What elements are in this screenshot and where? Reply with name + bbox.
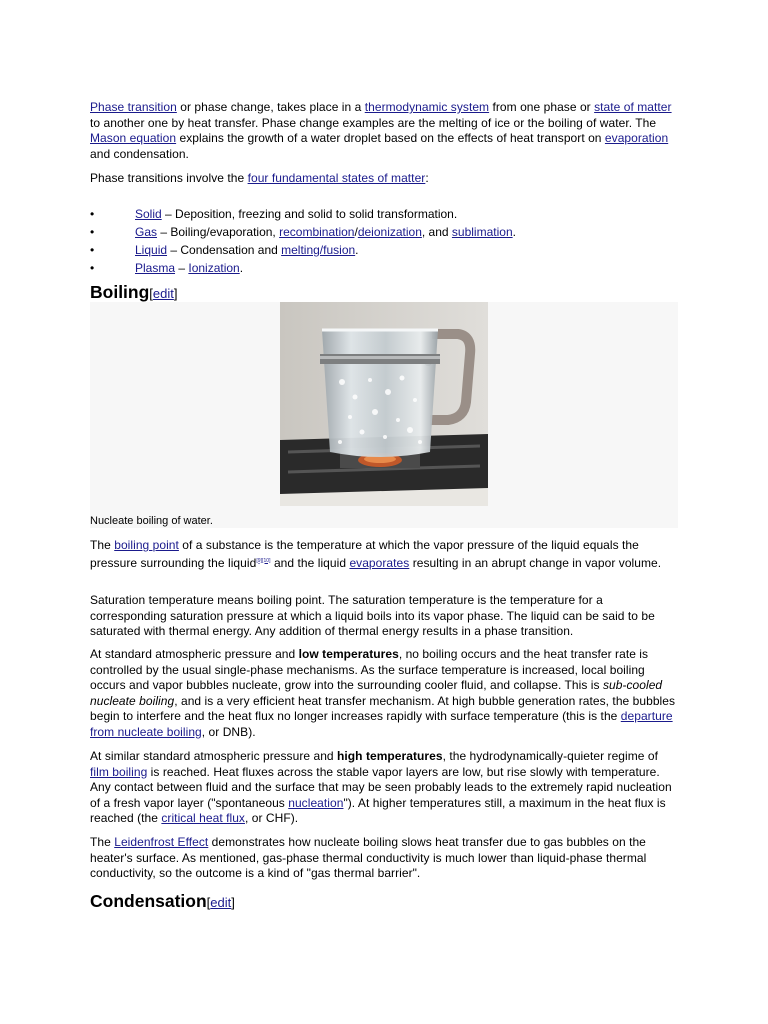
reference-link[interactable]: [9][10]	[256, 557, 271, 564]
link-ionization[interactable]: Ionization	[188, 261, 240, 275]
link-state-of-matter[interactable]: state of matter	[594, 100, 672, 114]
edit-link[interactable]: edit	[152, 286, 174, 301]
section-heading-boiling: Boiling[edit]	[90, 282, 178, 302]
boiling-point-paragraph: The boiling point of a substance is the temperature at which the vapor pressure of the liquid equals the pressure surrounding the liquid[9][10] and the liquid evaporates resulting in an abrupt change in vapor volume.	[90, 538, 662, 570]
link-liquid[interactable]: Liquid	[135, 243, 168, 257]
link-leidenfrost-effect[interactable]: Leidenfrost Effect	[114, 835, 209, 849]
nucleate-boiling-photo	[280, 302, 488, 506]
states-intro-paragraph: Phase transitions involve the four fundamental states of matter:	[90, 171, 429, 185]
bullet-marker: •	[90, 261, 95, 275]
list-item-solid: • Solid – Deposition, freezing and solid to solid transformation.	[90, 207, 458, 221]
list-item-plasma: • Plasma – Ionization.	[90, 261, 244, 275]
link-boiling-point[interactable]: boiling point	[114, 538, 179, 552]
link-deionization[interactable]: deionization	[357, 225, 422, 239]
list-item-liquid: • Liquid – Condensation and melting/fusion.	[90, 243, 359, 257]
figure-caption: Nucleate boiling of water.	[90, 515, 213, 527]
list-item-gas: • Gas – Boiling/evaporation, recombination/deionization, and sublimation.	[90, 225, 516, 239]
link-recombination[interactable]: recombination	[279, 225, 355, 239]
link-thermodynamic-system[interactable]: thermodynamic system	[364, 100, 490, 114]
bullet-marker: •	[90, 225, 95, 239]
link-critical-heat-flux[interactable]: critical heat flux	[161, 811, 245, 825]
bullet-marker: •	[90, 207, 95, 221]
link-melting-fusion[interactable]: melting/fusion	[281, 243, 356, 257]
saturation-paragraph: Saturation temperature means boiling point. The saturation temperature is the temperature for a corresponding saturation pressure at which a liquid boils into its vapor phase. The liquid can be said to be saturated with thermal energy. Any addition of thermal energy results in a phase transition.	[90, 593, 655, 638]
link-gas[interactable]: Gas	[135, 225, 158, 239]
link-four-states[interactable]: four fundamental states of matter	[247, 171, 426, 185]
link-evaporation[interactable]: evaporation	[604, 131, 669, 145]
link-film-boiling[interactable]: film boiling	[90, 764, 148, 779]
link-plasma[interactable]: Plasma	[135, 261, 176, 275]
states-list	[90, 205, 678, 277]
high-temperature-paragraph: At similar standard atmospheric pressure and high temperatures, the hydrodynamically-quieter regime of film boiling is reached. Heat fluxes across the stable vapor layers are low, but rise slowly with temperature. Any contact between fluid and the surface that may be seen probably leads to the extremely rapid nucleation of a fresh vapor layer ("spontaneous nucleation"). At higher temperatures still, a maximum in the heat flux is reached (the critical heat flux, or CHF).	[90, 749, 672, 825]
bullet-marker: •	[90, 243, 95, 257]
figure	[90, 302, 678, 528]
leidenfrost-paragraph: The Leidenfrost Effect demonstrates how nucleate boiling slows heat transfer due to gas bubbles on the heater's surface. As mentioned, gas-phase thermal conductivity is much lower than liquid-phase thermal conductivity, so the outcome is a kind of "gas thermal barrier".	[90, 835, 647, 880]
intro-paragraph: Phase transition or phase change, takes place in a thermodynamic system from one phase or state of matter to another one by heat transfer. Phase change examples are the melting of ice or the boiling of water. The Mason equation explains the growth of a water droplet based on the effects of heat transport on evaporation and condensation.	[90, 100, 672, 161]
link-mason-equation[interactable]: Mason equation	[90, 131, 177, 145]
link-evaporates[interactable]: evaporates	[349, 555, 410, 570]
edit-link[interactable]: edit	[210, 895, 232, 910]
link-phase-transition[interactable]: Phase transition	[90, 100, 177, 114]
section-heading-condensation: Condensation[edit]	[90, 891, 235, 911]
link-sublimation[interactable]: sublimation	[451, 225, 513, 239]
low-temperature-paragraph: At standard atmospheric pressure and low temperatures, no boiling occurs and the heat transfer rate is controlled by the usual single-phase mechanisms. As the surface temperature is increased, local boiling occurs and vapor bubbles nucleate, grow into the surrounding cooler fluid, and collapse. This is sub-cooled nucleate boiling, and is a very efficient heat transfer mechanism. At high bubble generation rates, the bubbles begin to interfere and the heat flux no longer increases rapidly with surface temperature (this is the departure from nucleate boiling, or DNB).	[90, 647, 676, 739]
link-solid[interactable]: Solid	[135, 207, 162, 221]
link-departure-from-nucleate-boiling[interactable]: departure from nucleate boiling	[90, 709, 673, 739]
link-nucleation[interactable]: nucleation	[288, 795, 344, 810]
